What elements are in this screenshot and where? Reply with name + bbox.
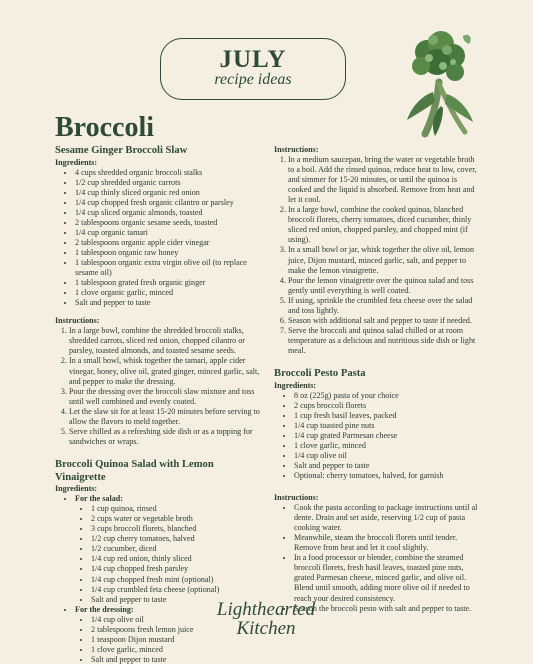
list-item: • 1/4 cup sliced organic almonds, toasted <box>75 208 265 218</box>
list-item: • 2 tablespoons organic apple cider vinegar <box>75 238 265 248</box>
brand-logo <box>196 600 336 638</box>
list-item: • 1/2 cucumber, diced <box>91 544 265 554</box>
header-badge <box>160 38 346 100</box>
list-item: • 1/4 cup toasted pine nuts <box>294 421 482 431</box>
ingredients-list <box>55 168 265 309</box>
list-item: • 1/4 cup red onion, thinly sliced <box>91 554 265 564</box>
list-item: • In a food processor or blender, combine the steamed broccoli florets, fresh basil leaves, toasted pine nuts, grated Parmesan cheese, minced garlic, and olive oil. Blend until smooth, adding more olive oil if needed to reach your desired consistency. <box>294 553 482 603</box>
list-item: 3. Pour the dressing over the broccoli slaw mixture and toss until well combined and evenly coated. <box>69 387 265 407</box>
list-item: 4. Let the slaw sit for at least 15-20 minutes before serving to allow the flavors to meld together. <box>69 407 265 427</box>
list-item: • 1/4 cup olive oil <box>91 615 265 625</box>
list-item: • 1/4 cup olive oil <box>294 451 482 461</box>
recipe-title: Broccoli Pesto Pasta <box>274 367 366 379</box>
list-item: 2. In a small bowl, whisk together the tamari, apple cider vinegar, honey, olive oil, grated ginger, minced garlic, salt, and pepper to make the dressing. <box>69 356 265 386</box>
recipe-ideas-subtitle: recipe ideas <box>214 71 292 88</box>
list-item: 4. Pour the lemon vinaigrette over the quinoa salad and toss gently until everything is well coated. <box>288 276 482 296</box>
list-item: • 2 cups broccoli florets <box>294 401 482 411</box>
list-item: • 1/4 cup crumbled feta cheese (optional) <box>91 585 265 595</box>
instructions-label: Instructions: <box>274 145 319 154</box>
list-item: • Salt and pepper to taste <box>91 595 265 605</box>
list-item: • Meanwhile, steam the broccoli florets until tender. Remove from heat and let it cool slightly. <box>294 533 482 553</box>
ingredients-label: Ingredients: <box>55 157 98 167</box>
ingredient-groups <box>55 494 265 664</box>
list-item: • 1 clove organic garlic, minced <box>75 288 265 298</box>
instructions-list <box>55 326 265 447</box>
list-item: • Salt and pepper to taste <box>294 461 482 471</box>
list-item: • 4 cups shredded organic broccoli stalks <box>75 168 265 178</box>
list-item: • 1/2 cup shredded organic carrots <box>75 178 265 188</box>
ingredients-label: Ingredients: <box>55 484 98 494</box>
dressing-group-label: For the dressing: <box>75 604 134 614</box>
instructions-label: Instructions: <box>55 316 100 326</box>
instructions-label: Instructions: <box>274 493 319 503</box>
list-item: 3. In a small bowl or jar, whisk together the olive oil, lemon juice, Dijon mustard, minced garlic, salt, and pepper to make the lemon vinaigrette. <box>288 245 482 275</box>
list-item: 2. In a large bowl, combine the cooked quinoa, blanched broccoli florets, cherry tomatoes, diced cucumber, thinly sliced red onion, chopped parsley, and chopped mint (if using). <box>288 205 482 245</box>
list-item: • 2 cups water or vegetable broth <box>91 514 265 524</box>
list-item: • 1 cup fresh basil leaves, packed <box>294 411 482 421</box>
brand-name-line2: Kitchen <box>236 618 296 639</box>
list-item: • 2 tablespoons fresh lemon juice <box>91 625 265 635</box>
list-item: 1. In a large bowl, combine the shredded broccoli stalks, shredded carrots, sliced red onion, chopped cilantro or parsley, toasted almonds, and toasted sesame seeds. <box>69 326 265 356</box>
list-item: • 8 oz (225g) pasta of your choice <box>294 391 482 401</box>
list-item: • 1 tablespoon organic raw honey <box>75 248 265 258</box>
list-item: • 1/4 cup chopped fresh organic cilantro or parsley <box>75 198 265 208</box>
salad-group <box>75 494 265 605</box>
list-item: • 1/2 cup cherry tomatoes, halved <box>91 534 265 544</box>
list-item: • 1 cup quinoa, rinsed <box>91 504 265 514</box>
list-item: 7. Serve the broccoli and quinoa salad chilled or at room temperature as a delicious and nutritious side dish or light meal. <box>288 326 482 356</box>
page-title: Broccoli <box>55 112 155 143</box>
salad-ingredients-list <box>75 504 265 604</box>
recipe-title: Sesame Ginger Broccoli Slaw <box>55 145 188 156</box>
list-item: • Optional: cherry tomatoes, halved, for garnish <box>294 471 482 481</box>
ingredients-list <box>274 391 482 481</box>
list-item: • 1 tablespoon grated fresh organic ginger <box>75 278 265 288</box>
list-item: • 1/4 cup chopped fresh parsley <box>91 564 265 574</box>
list-item: • 1 clove garlic, minced <box>294 441 482 451</box>
instructions-list <box>274 503 482 614</box>
ingredients-label: Ingredients: <box>274 380 317 390</box>
right-column <box>274 145 482 614</box>
salad-group-label: For the salad: <box>75 494 123 504</box>
list-item: • 1/4 cup chopped fresh mint (optional) <box>91 575 265 585</box>
broccoli-illustration <box>403 22 475 140</box>
left-column <box>55 145 265 664</box>
recipe-title: Broccoli Quinoa Salad with Lemon Vinaigrette <box>55 458 214 483</box>
list-item: • 1 tablespoon organic extra virgin olive oil (to replace sesame oil) <box>75 258 265 278</box>
list-item: 1. In a medium saucepan, bring the water or vegetable broth to a boil. Add the rinsed quinoa, reduce heat to low, cover, and simmer for 15-20 minutes, or until the quinoa is cooked and the liquid is absorbed. Remove from heat and let it cool. <box>288 155 482 205</box>
month-title: JULY <box>219 46 287 73</box>
list-item: • Cook the pasta according to package instructions until al dente. Drain and set aside, reserving 1/2 cup of pasta cooking water. <box>294 503 482 533</box>
list-item: 5. Serve chilled as a refreshing side dish or as a topping for sandwiches or wraps. <box>69 427 265 447</box>
list-item: • 1/4 cup grated Parmesan cheese <box>294 431 482 441</box>
list-item: • Salt and pepper to taste <box>75 298 265 308</box>
list-item: • 1 clove garlic, minced <box>91 645 265 655</box>
list-item: 5. If using, sprinkle the crumbled feta cheese over the salad and toss lightly. <box>288 296 482 316</box>
list-item: • 2 tablespoons organic sesame seeds, toasted <box>75 218 265 228</box>
list-item: • Season the broccoli pesto with salt and pepper to taste. <box>294 604 482 614</box>
list-item: • 1/4 cup organic tamari <box>75 228 265 238</box>
list-item: 6. Season with additional salt and pepper to taste if needed. <box>288 316 482 326</box>
brand-name-line1: Lighthearted <box>216 599 316 620</box>
list-item: • 1/4 cup thinly sliced organic red onion <box>75 188 265 198</box>
list-item: • 1 teaspoon Dijon mustard <box>91 635 265 645</box>
instructions-list <box>274 155 482 356</box>
list-item: • Salt and pepper to taste <box>91 655 265 664</box>
list-item: • 3 cups broccoli florets, blanched <box>91 524 265 534</box>
